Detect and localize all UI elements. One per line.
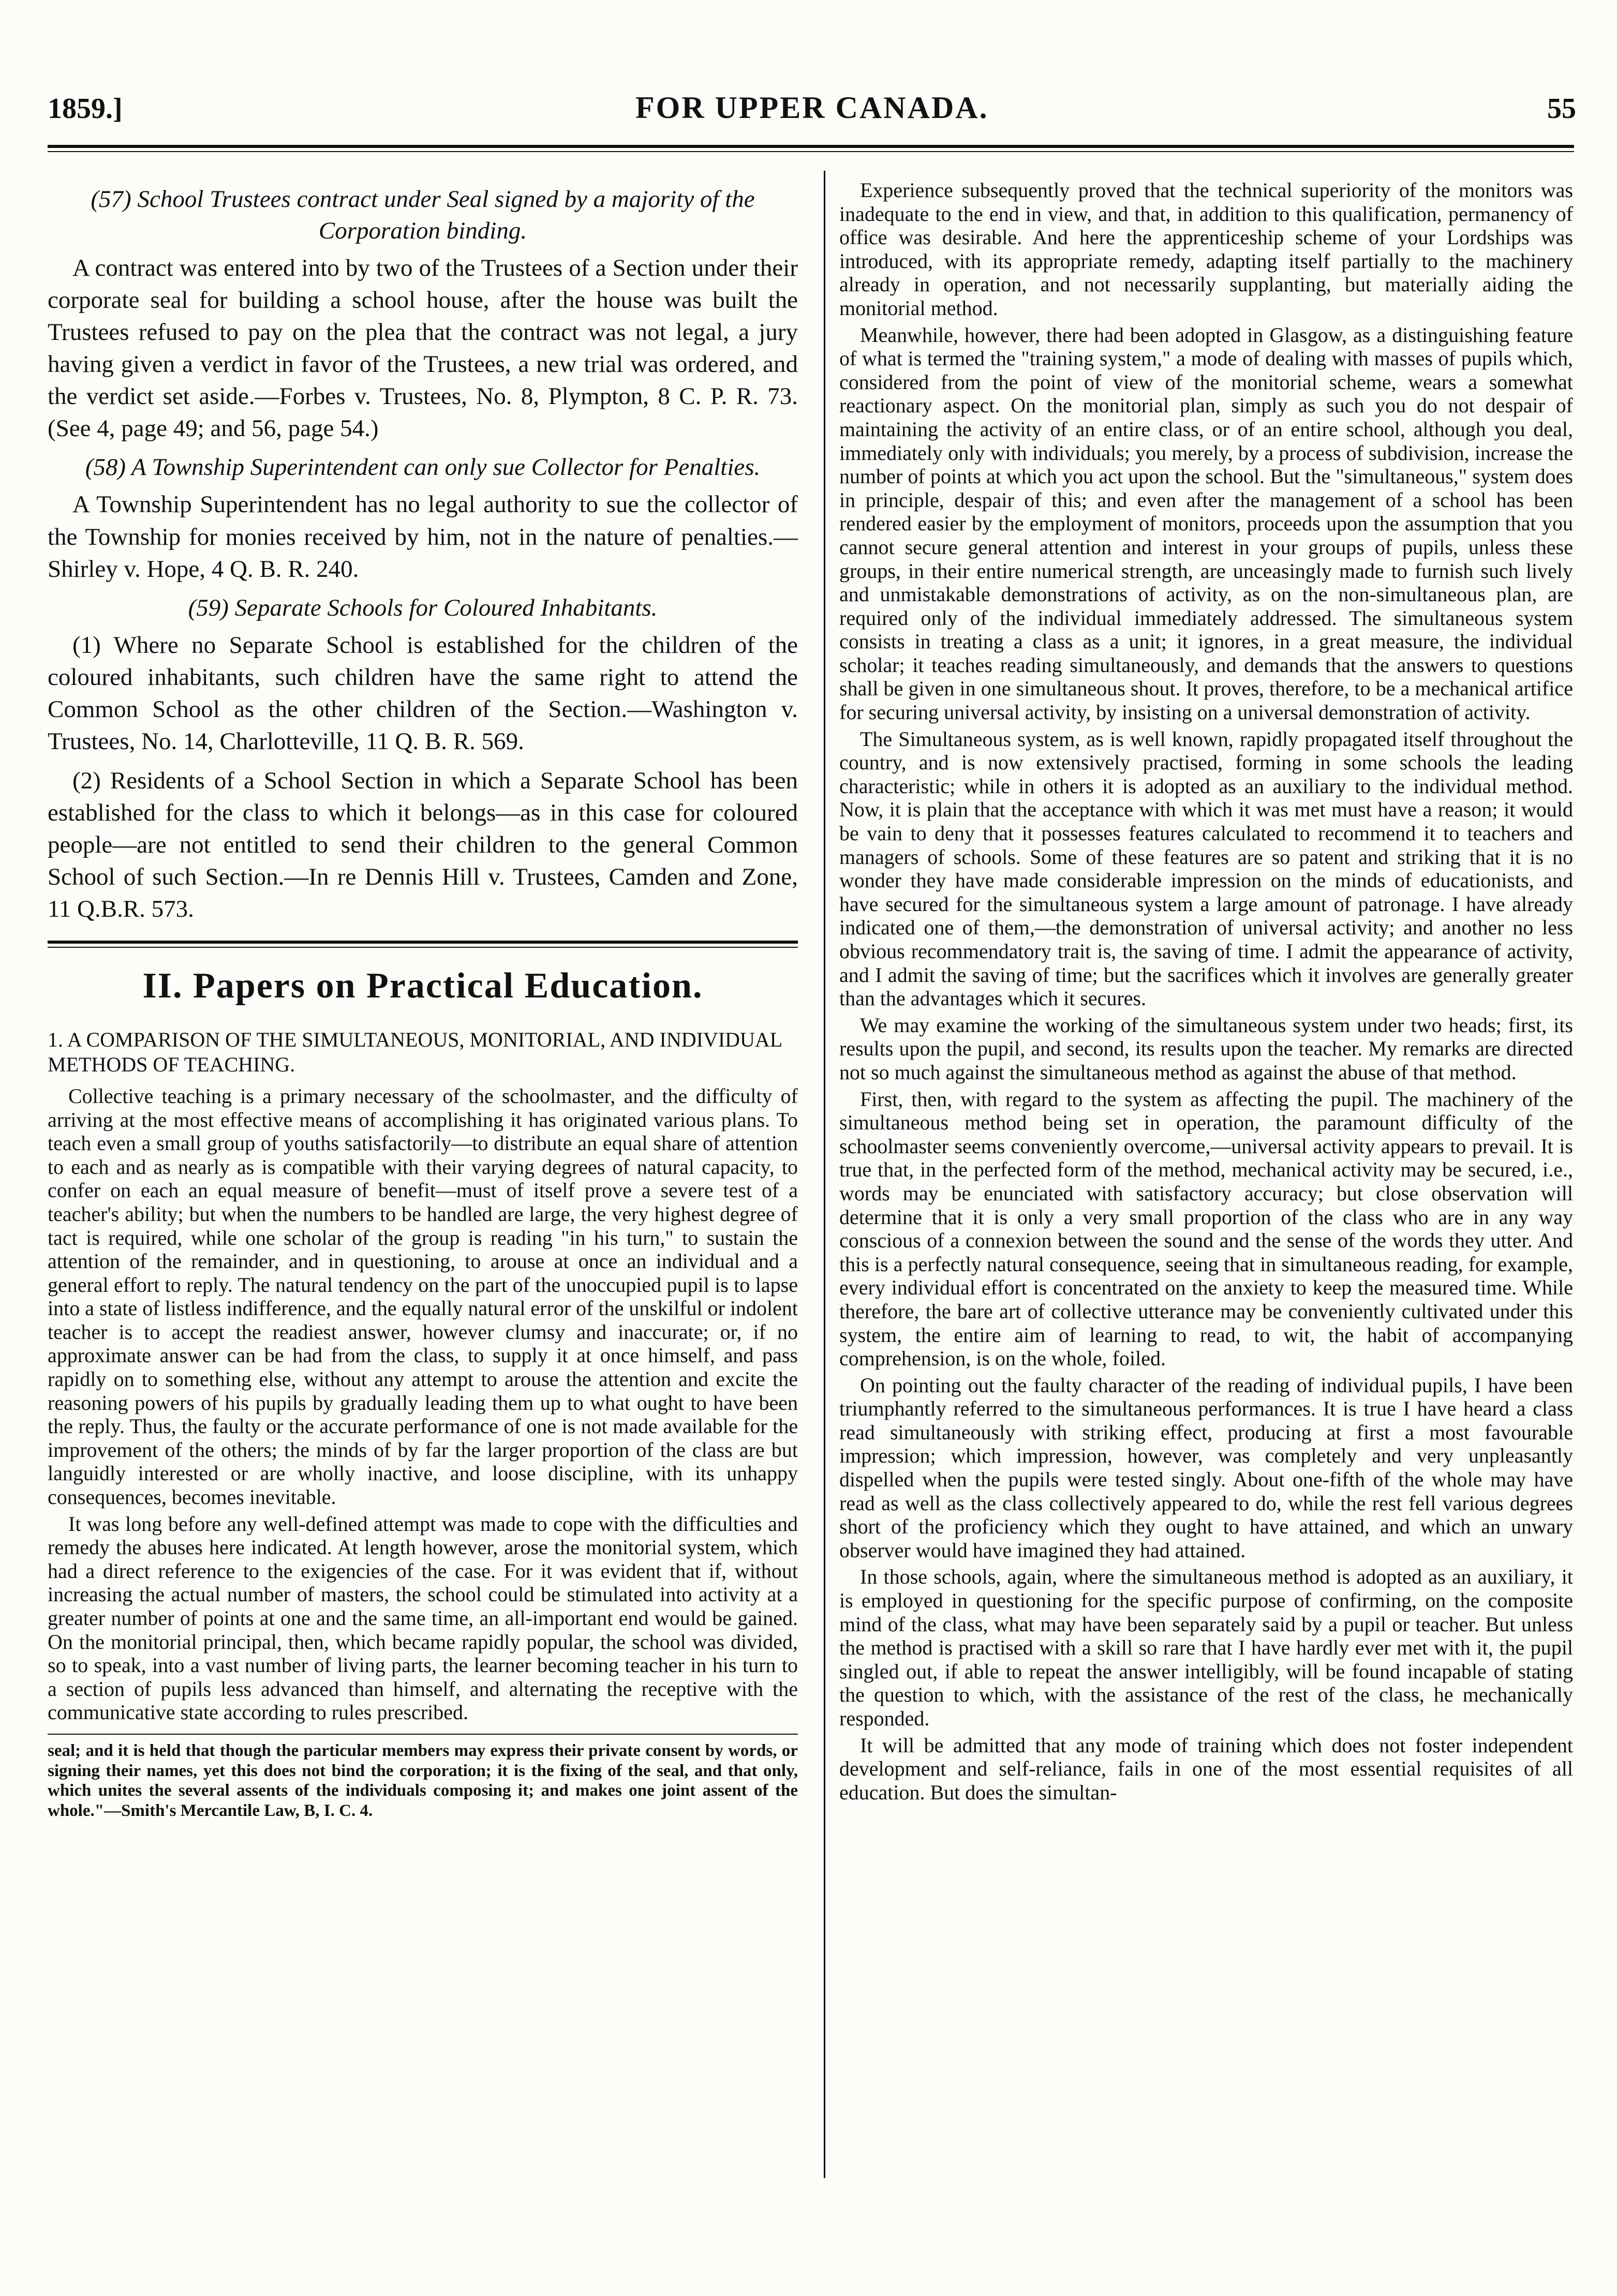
article-paragraph: Collective teaching is a primary necessary of the schoolmaster, and the difficulty of arriving at the most effective means of accomplishing it has originated various plans. To teach even a small group of youths satisfactorily—to distribute an equal share of attention to each and as nearly as is compatible with their varying degrees of natural capacity, to confer on each an equal measure of benefit—must of itself prove a severe test of a teacher's ability; but when the numbers to be handled are large, the very highest degree of tact is required, while one scholar of the group is reading "in his turn," to sustain the attention of the remainder, and in questioning, to arouse at once an individual and a general effort to reply. The natural tendency on the part of the unoccupied pupil is to lapse into a state of listless indifference, and the equally natural error of the unskilful or indolent teacher is to accept the readiest answer, however clumsy and inaccurate; or, if no approximate answer can be had from the class, to supply it at once himself, and pass rapidly on to something else, without any attempt to arouse the attention and excite the reasoning powers of his pupils by gradually leading them up to what ought to have been the reply. Thus, the faulty or the accurate performance of one is not made available for the improvement of the others; the minds of by far the larger proportion of the class are but languidly interested or are wholly inactive, and loose discipline, with its unhappy consequences, becomes inevitable. bbox=[48, 1084, 798, 1509]
article-paragraph: First, then, with regard to the system as affecting the pupil. The machinery of the simultaneous method being set in operation, the paramount difficulty of the schoolmaster seems conveniently overcome,—universal activity appears to prevail. It is true that, in the perfected form of the method, mechanical activity may be secured, i.e., words may be enunciated with satisfactory accuracy; but close observation will determine that it is only a very small proportion of the class who are in any way conscious of a connexion between the sound and the sense of the words they utter. And this is a perfectly natural consequence, seeing that in simultaneous reading, for example, every individual effort is concentrated on the anxiety to keep the measured time. While therefore, the bare art of collective utterance may be conveniently cultivated under this system, the entire aim of learning to read, to wit, the habit of accompanying comprehension, is on the whole, foiled. bbox=[839, 1087, 1573, 1370]
article-paragraph: In those schools, again, where the simultaneous method is adopted as an auxiliary, it is employed in questioning for the specific purpose of confirming, on the composite mind of the class, what may have been separately said by a pupil or teacher. But unless the method is practised with a skill so rare that I have hardly ever met with it, the pupil singled out, if able to repeat the answer intelligibly, will be found incapable of stating the question to which, with the assistance of the rest of the class, he mechanically responded. bbox=[839, 1565, 1573, 1730]
right-column bbox=[839, 178, 1573, 1807]
footnote-text: seal; and it is held that though the particular members may express their private consent by words, or signing their names, yet this does not bind the corporation; it is the fixing of the seal, and that only, which unites the several assents of the individuals composing it; and makes one joint assent of the whole."—Smith's Mercantile Law, B, I. C. 4. bbox=[48, 1741, 798, 1820]
section-title: II. Papers on Practical Education. bbox=[142, 965, 703, 1006]
article-paragraph: Experience subsequently proved that the technical superiority of the monitors was inadequate to the end in view, and that, in addition to this qualification, permanency of office was desirable. And here the apprenticeship scheme of your Lordships was introduced, with its appropriate remedy, adapting itself partially to the machinery already in operation, and not necessarily supplanting, but materially aiding the monitorial method. bbox=[839, 178, 1573, 320]
article-paragraph: The Simultaneous system, as is well known, rapidly propagated itself throughout the country, and is now extensively practised, forming in some schools the leading characteristic; while in others it is adopted as an auxiliary to the individual method. Now, it is plain that the acceptance with which it was met must have a reason; it would be vain to deny that it possesses features calculated to recommend it to teachers and managers of schools. Some of these features are so patent and striking that it is no wonder they have made considerable impression on the minds of educationists, and have secured for the simultaneous system a large amount of patronage. I have already indicated one of them,—the demonstration of universal activity; and another no less obvious recommendatory trait is, the saving of time. I admit the appearance of activity, and I admit the saving of time; but the sacrifices which it involves are generally greater than the advantages which it secures. bbox=[839, 727, 1573, 1010]
article-paragraph: It was long before any well-defined attempt was made to cope with the difficulties and remedy the abuses here indicated. At length however, arose the monitorial system, which had a direct reference to the exigencies of the case. For it was evident that if, without increasing the actual number of masters, the school could be stimulated into activity at a greater number of points at one and the same time, an all-important end would be gained. On the monitorial principal, then, which became rapidly popular, the school was divided, so to speak, into a vast number of living parts, the learner becoming teacher in his turn to a section of pupils less advanced than himself, and alternating the receptive with the communicative state according to rules prescribed. bbox=[48, 1512, 798, 1724]
article-paragraph: On pointing out the faulty character of the reading of individual pupils, I have been triumphantly referred to the simultaneous performances. It is true I have heard a class read simultaneously with striking effect, producing at first a most favourable impression; which impression, however, was completely and very unpleasantly dispelled when the pupils were tested singly. About one-fifth of the whole may have read as well as the class collectively appeared to do, while the rest fell various degrees short of the proficiency which they ought to have attained, and which an unwary observer would have imagined they had attained. bbox=[839, 1373, 1573, 1562]
section-rule-thin bbox=[48, 947, 798, 948]
article-title: 1. A COMPARISON OF THE SIMULTANEOUS, MONITORIAL, AND INDIVIDUAL METHODS OF TEACHING. bbox=[48, 1027, 782, 1076]
header-rule-thin bbox=[48, 151, 1574, 152]
case-58-title: (58) A Township Superintendent can only sue Collector for Penalties. bbox=[85, 454, 761, 481]
page-header bbox=[0, 0, 1617, 171]
page-number: 55 bbox=[1547, 93, 1576, 125]
footnote-rule bbox=[48, 1734, 798, 1735]
left-column bbox=[48, 178, 798, 1821]
case-59-paragraph-2: (2) Residents of a School Section in which a Separate School has been established for the class to which it belongs—as in this case for coloured people—are not entitled to send their children to the general Common School of such Section.—In re Dennis Hill v. Trustees, Camden and Zone, 11 Q.B.R. 573. bbox=[48, 767, 798, 922]
header-rule bbox=[48, 145, 1574, 148]
article-body bbox=[48, 1084, 798, 1724]
legal-cases bbox=[48, 184, 798, 925]
case-59-paragraph-1: (1) Where no Separate School is established for the children of the coloured inhabitants, such children have the same right to attend the Common School as the other children of the Section.—Washington v. Trustees, No. 14, Charlotteville, 11 Q. B. R. 569. bbox=[48, 631, 798, 755]
section-rule bbox=[48, 941, 798, 944]
header-title: FOR UPPER CANADA. bbox=[635, 91, 989, 125]
article-paragraph: We may examine the working of the simultaneous system under two heads; first, its results upon the pupil, and second, its results upon the teacher. My remarks are directed not so much against the simultaneous method as against the abuse of that method. bbox=[839, 1013, 1573, 1084]
case-59-title: (59) Separate Schools for Coloured Inhabitants. bbox=[188, 594, 658, 621]
article-paragraph: Meanwhile, however, there had been adopted in Glasgow, as a distinguishing feature of what is termed the "training system," a mode of dealing with masses of pupils which, considered from the point of view of the monitorial scheme, wears a somewhat reactionary aspect. On the monitorial plan, simply as such you do not despair of maintaining the activity of an entire class, or of an entire school, although you deal, immediately only with individuals; you merely, by a process of subdivision, increase the number of points at which you act upon the school. But the "simultaneous," system does in principle, despair of this; and even after the management of a school has been rendered easier by the employment of monitors, proceeds upon the assumption that you cannot secure general attention and interest in your groups of pupils, unless these groups, in their entire numerical strength, are unceasingly made to furnish such lively and unmistakable demonstrations of activity, as on the non-simultaneous plan, are required only of the individual immediately addressed. The simultaneous system consists in treating a class as a unit; it ignores, in a great measure, the individual scholar; it teaches reading simultaneously, and demands that the answers to questions shall be given in one simultaneous shout. It proves, therefore, to be a mechanical artifice for securing universal activity, by insisting on a universal demonstration of activity. bbox=[839, 323, 1573, 724]
case-58-body: A Township Superintendent has no legal authority to sue the collector of the Township for monies received by him, not in the nature of penalties.—Shirley v. Hope, 4 Q. B. R. 240. bbox=[48, 491, 798, 583]
footnote bbox=[48, 1741, 798, 1821]
case-57-title: (57) School Trustees contract under Seal signed by a majority of the Corporation binding. bbox=[91, 186, 755, 245]
header-year: 1859.] bbox=[48, 93, 123, 125]
column-divider bbox=[824, 171, 825, 2178]
case-57-body: A contract was entered into by two of the Trustees of a Section under their corporate seal for building a school house, after the house was built the Trustees refused to pay on the plea that the contract was not legal, a jury having given a verdict in favor of the Trustees, a new trial was ordered, and the verdict set aside.—Forbes v. Trustees, No. 8, Plympton, 8 C. P. R. 73. (See 4, page 49; and 56, page 54.) bbox=[48, 255, 798, 442]
article-paragraph: It will be admitted that any mode of training which does not foster independent development and self-reliance, fails in one of the most essential requisites of all education. But does the simultan- bbox=[839, 1733, 1573, 1804]
